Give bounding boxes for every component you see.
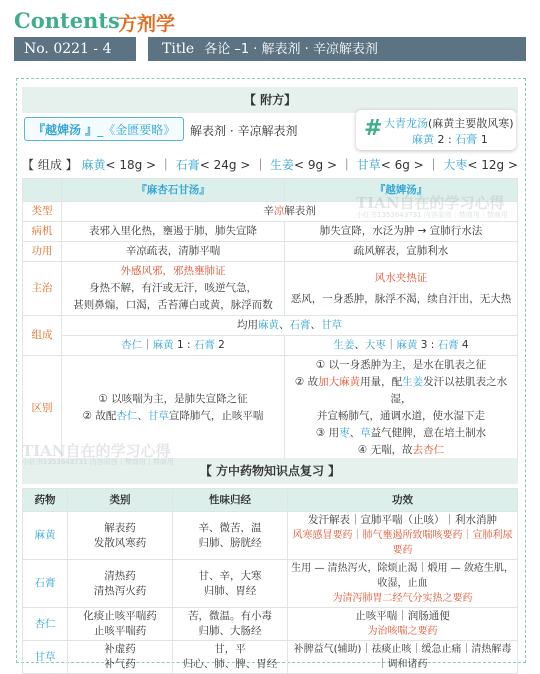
col-header-a: 『麻杏石甘汤』 [62, 179, 285, 202]
title-bar [148, 37, 526, 61]
row-label: 组成 [23, 316, 62, 356]
table-row: 药物 类别 性味归经 功效 [23, 489, 518, 512]
formula-category: 解表剂 · 辛凉解表剂 [190, 124, 298, 138]
col-header-b: 『越婢汤』 [285, 179, 518, 202]
table-row: 区别 ① 以咳喘为主，是肺失宣降之征 ② 故配杏仁、甘草宣降肺气，止咳平喘 ① 以一身悉肿为主，是水在肌表之征 ② 故加大麻黄用量，配生姜发汗以祛肌表之水湿， 并宣畅肺气，通调水道，使水湿下走 ③ 用枣、草益气健脾，意在培土制水 ④ 无喘，故去杏仁 [23, 356, 518, 461]
page-header [0, 0, 540, 76]
row-label: 类型 [23, 202, 62, 222]
note-line-2: 麻黄 2 : 石膏 1 [412, 133, 488, 146]
hash-icon: # [364, 116, 383, 141]
compare-table [22, 178, 518, 461]
composition-line: 【 组成 】 麻黄< 18g > ｜ 石膏< 24g > ｜ 生姜< 9g > ｜ 甘草< 6g > ｜ 大枣< 12g > [22, 158, 518, 172]
number-bar: No. 0221 - 4 [14, 37, 136, 61]
watermark-brand: TIAN自在的学习心得 [356, 194, 505, 212]
subject-title: 方剂学 [118, 13, 176, 35]
table-row: 病机 表邪入里化热，壅遏于肺，肺失宣降 肺失宣降，水泛为肿 → 宣肺行水法 [23, 222, 518, 242]
watermark-sub-2: 小红书1353643731 内容原创｜禁商用｜禁商用 [22, 458, 174, 466]
table-row: 杏仁 化痰止咳平喘药 止咳平喘药 苦，微温。有小毒 归肺、大肠经 止咳平喘｜润肠通便 为治咳喘之要药 [23, 608, 518, 641]
table-row: 甘草 补虚药 补气药 甘，平 归心、肺、脾、胃经 补脾益气(辅助)｜祛痰止咳｜缓急止痛｜清热解毒｜调和诸药 [23, 641, 518, 674]
table-row: 主治 外感风邪，邪热壅肺证 身热不解，有汗或无汗，咳逆气急， 甚则鼻煽，口渴，舌苔薄白或黄，脉浮而数 风水夹热证 恶风，一身悉肿，脉浮不渴，续自汗出，无大热 [23, 262, 518, 316]
table-row: 杏仁｜麻黄 1 : 石膏 2 生姜、大枣｜麻黄 3 : 石膏 4 [23, 336, 518, 356]
title-label: Title [162, 41, 195, 57]
row-label: 区别 [23, 356, 62, 461]
formula-source: _《金匮要略》 [97, 123, 176, 137]
note-card [356, 110, 516, 150]
watermark-brand-2: TIAN自在的学习心得 [22, 442, 171, 460]
watermark-sub: 小红书1353643731 内容原创｜禁商用｜禁商用 [356, 211, 508, 219]
table-row: 石膏 清热药 清热泻火药 甘、辛，大寒 归肺、胃经 生用 — 清热泻火，除烦止渴｜煅用 — 敛疮生肌，收湿，止血 为清泻肺胃二经气分实热之要药 [23, 560, 518, 608]
formula-name-box [24, 117, 184, 141]
title-text: 各论 –1 · 解表剂 · 辛凉解表剂 [204, 42, 378, 57]
formula-name: 『越婢汤 』 [33, 123, 98, 137]
row-label: 功用 [23, 242, 62, 262]
note-line-1: 大青龙汤(麻黄主要散风寒) [384, 117, 514, 130]
table-row: 功用 辛凉疏表，清肺平喘 疏风解表，宣肺利水 [23, 242, 518, 262]
review-heading: 【 方中药物知识点复习 】 [22, 458, 518, 484]
table-row: 组成 均用麻黄、石膏、甘草 [23, 316, 518, 336]
row-label: 病机 [23, 222, 62, 242]
class-value: 辛凉解表剂 [62, 202, 518, 222]
review-table [22, 488, 518, 674]
contents-title: Contents [14, 8, 120, 33]
appendix-heading: 【 附方】 [22, 87, 518, 113]
row-label: 主治 [23, 262, 62, 316]
table-row: 麻黄 解表药 发散风寒药 辛、微苦，温 归肺、膀胱经 发汗解表｜宣肺平喘（止咳）｜利水消肿 风寒感冒要药｜肺气壅遏所致喘咳要药｜宣肺利尿要药 [23, 512, 518, 560]
